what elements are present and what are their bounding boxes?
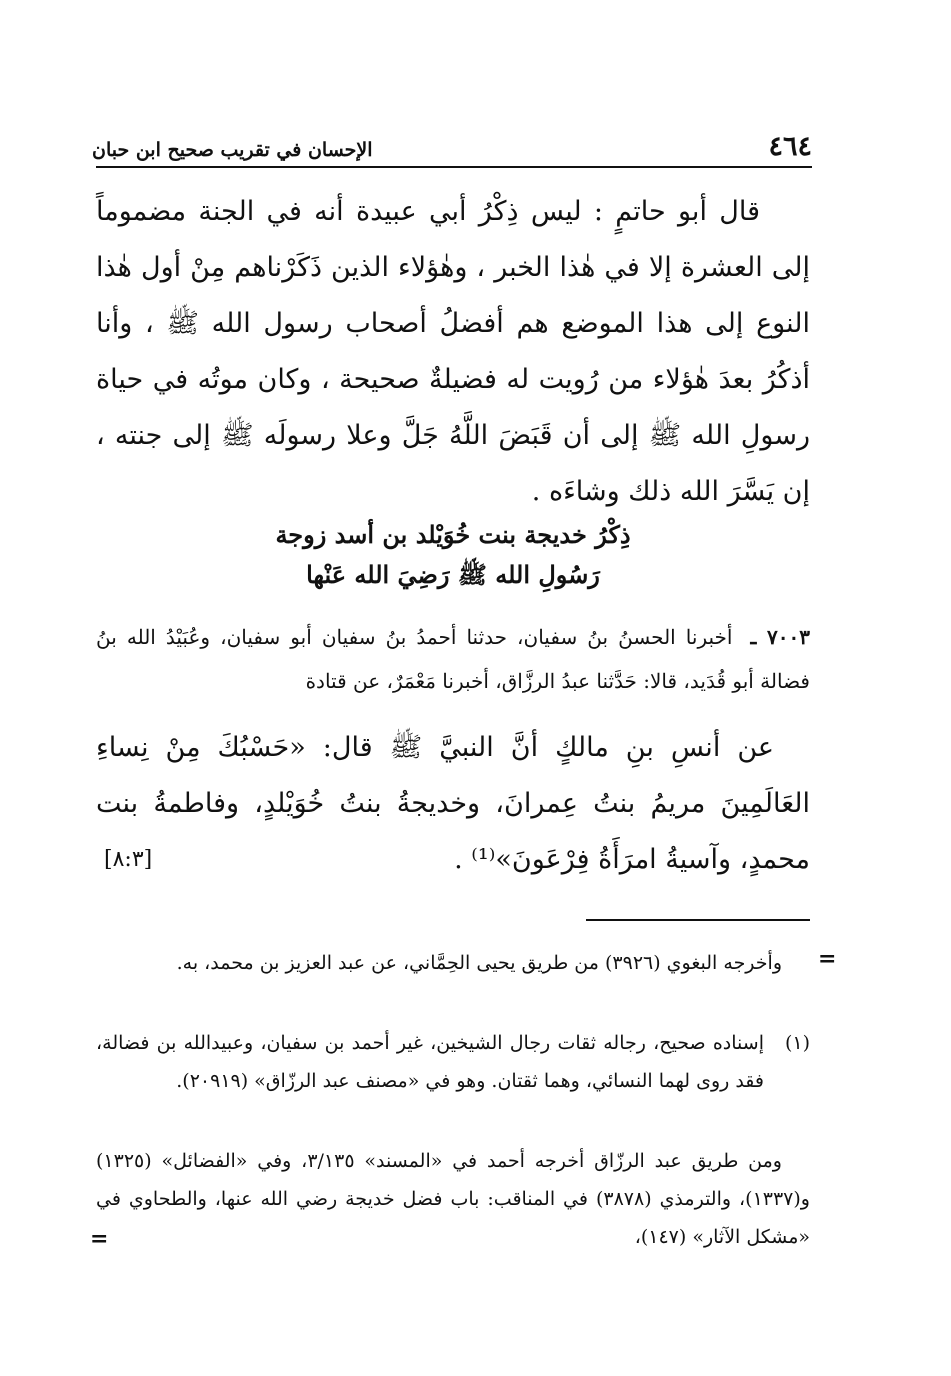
chapter-title-line-2: رَسُولِ الله ﷺ رَضِيَ الله عَنْها: [306, 560, 600, 589]
continuation-mark-top: =: [818, 946, 837, 972]
hadith-matn: [96, 720, 810, 888]
isnad-text: أخبرنا الحسنُ بنُ سفيان، حدثنا أحمدُ بنُ سفيان أبو سفيان، وعُبَيْدُ الله بنُ فضالة أبو قُدَيد، قالا: حَدَّثنا عبدُ الرزَّاق، أخبرنا مَعْمَرٌ، عن قتادة: [96, 625, 810, 693]
matn-text: عن أنسِ بنِ مالكٍ أنَّ النبيَّ ﷺ قال: «حَسْبُكَ مِنْ نِساءِ العَالَمِينَ مريمُ بنتُ عِمرانَ، وخديجةُ بنتُ خُوَيْلدٍ، وفاطمةُ بنت محمدٍ، وآسيةُ امرَأَةُ فِرْعَونَ»⁽¹⁾ .: [96, 732, 810, 875]
continuation-mark-bottom: =: [90, 1226, 109, 1252]
footnote-1-marker: (١): [784, 1032, 810, 1054]
main-paragraph: قال أبو حاتمٍ : ليس ذِكْرُ أبي عبيدة أنه في الجنة مضموماً إلى العشرة إلا في هٰذا الخبر ، وهٰؤلاء الذين ذَكَرْناهم مِنْ أول هٰذا النوع إلى هذا الموضع هم أفضلُ أصحاب رسول الله ﷺ ، وأنا أذكُرُ بعدَ هٰؤلاء من رُويت له فضيلةٌ صحيحة ، وكان موتُه في حياة رسولِ الله ﷺ إلى أن قَبَضَ اللَّهُ جَلَّ وعلا رسولَه ﷺ إلى جنته ، إن يَسَّرَ الله ذلك وشاءَه .: [96, 196, 810, 507]
footnote-1-continued: ومن طريق عبد الرزّاق أخرجه أحمد في «المسند» ٣/١٣٥، وفي «الفضائل» (١٣٢٥) و(١٣٣٧)، والترمذي (٣٨٧٨) في المناقب: باب فضل خديجة رضي الله عنها، والطحاوي في «مشكل الآثار» (١٤٧)،: [96, 1150, 810, 1248]
footnote-continuation: وأخرجه البغوي (٣٩٢٦) من طريق يحيى الحِمَّاني، عن عبد العزيز بن محمد، به.: [176, 952, 782, 974]
running-header: [92, 126, 812, 160]
header-rule: [96, 166, 812, 168]
footnote-1: [96, 1024, 810, 1100]
chapter-title: [96, 515, 810, 595]
chapter-title-line-1: ذِكْرُ خديجة بنت خُوَيْلد بن أسد زوجة: [275, 520, 631, 549]
footnote-rule: [586, 919, 810, 921]
hadith-isnad: [96, 615, 810, 703]
running-title: الإحسان في تقريب صحيح ابن حبان: [92, 139, 373, 161]
footnote-1-text: إسناده صحيح، رجاله ثقات رجال الشيخين، غير أحمد بن سفيان، وعبيدالله بن فضالة، فقد روى لهما النسائي، وهما ثقتان. وهو في «مصنف عبد الرزّاق» (٢٠٩١٩).: [96, 1032, 764, 1092]
page-number: ٤٦٤: [768, 131, 812, 162]
volume-citation: [٨:٣]: [104, 847, 153, 872]
hadith-number: ٧٠٠٣ ـ: [750, 625, 811, 649]
